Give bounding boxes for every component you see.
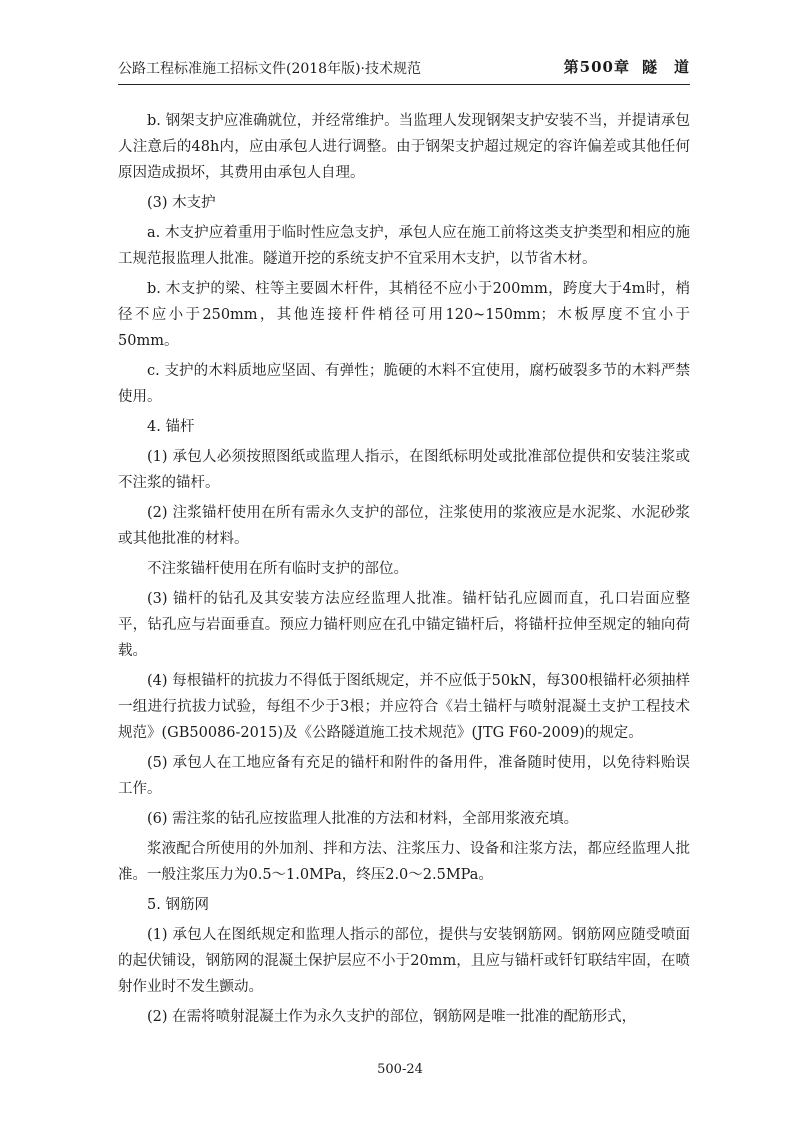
paragraph: (2) 在需将喷射混凝土作为永久支护的部位，钢筋网是唯一批准的配筋形式， [147, 1009, 637, 1025]
paragraph: (1) 承包人必须按照图纸或监理人指示，在图纸标明处或批准部位提供和安装注浆或不注浆的锚杆。 [118, 449, 690, 491]
paragraph: (2) 注浆锚杆使用在所有需永久支护的部位，注浆使用的浆液应是水泥浆、水泥砂浆或其他批准的材料。 [118, 505, 690, 547]
page-header [118, 56, 690, 85]
paragraph: b. 钢架支护应准确就位，并经常维护。当监理人发现钢架支护安装不当，并提请承包人注意后的48h内，应由承包人进行调整。由于钢架支护超过规定的容许偏差或其他任何原因造成损坏，其费用由承包人自理。 [118, 113, 690, 181]
document-title: 公路工程标准施工招标文件(2018年版)·技术规范 [118, 61, 422, 77]
section-heading: (3) 木支护 [147, 195, 216, 211]
chapter-title: 隧 道 [641, 58, 690, 76]
chapter-number: 第500章 [563, 58, 630, 76]
section-heading: 4. 锚杆 [147, 419, 195, 435]
chapter-heading [564, 56, 690, 77]
section-heading: 5. 钢筋网 [147, 897, 209, 913]
paragraph: 不注浆锚杆使用在所有临时支护的部位。 [147, 561, 408, 577]
paragraph: c. 支护的木料质地应坚固、有弹性；脆硬的木料不宜使用，腐朽破裂多节的木料严禁使用。 [118, 363, 690, 405]
body-text [118, 108, 690, 1034]
paragraph: (6) 需注浆的钻孔应按监理人批准的方法和材料，全部用浆液充填。 [147, 811, 579, 827]
paragraph: a. 木支护应着重用于临时性应急支护，承包人应在施工前将这类支护类型和相应的施工规范报监理人批准。隧道开挖的系统支护不宜采用木支护，以节省木材。 [118, 225, 690, 267]
paragraph: (5) 承包人在工地应备有充足的锚杆和附件的备用件，准备随时使用，以免待料贻误工作。 [118, 755, 690, 797]
paragraph: (1) 承包人在图纸规定和监理人指示的部位，提供与安装钢筋网。钢筋网应随受喷面的起伏铺设，钢筋网的混凝土保护层应不小于20mm，且应与锚杆或钎钉联结牢固，在喷射作业时不发生颤动。 [118, 927, 690, 995]
paragraph: 浆液配合所使用的外加剂、拌和方法、注浆压力、设备和注浆方法，都应经监理人批准。一般注浆压力为0.5～1.0MPa，终压2.0～2.5MPa。 [118, 841, 690, 883]
paragraph: (3) 锚杆的钻孔及其安装方法应经监理人批准。锚杆钻孔应圆而直，孔口岩面应整平，钻孔应与岩面垂直。预应力锚杆则应在孔中锚定锚杆后，将锚杆拉伸至规定的轴向荷载。 [118, 591, 690, 659]
paragraph: (4) 每根锚杆的抗拔力不得低于图纸规定，并不应低于50kN，每300根锚杆必须抽样一组进行抗拔力试验，每组不少于3根；并应符合《岩土锚杆与喷射混凝土支护工程技术规范》(GB50086-2015)及《公路隧道施工技术规范》(JTG F60-2009)的规定。 [118, 673, 690, 741]
paragraph: b. 木支护的梁、柱等主要圆木杆件，其梢径不应小于200mm，跨度大于4m时，梢径不应小于250mm，其他连接杆件梢径可用120~150mm；木板厚度不宜小于50mm。 [118, 281, 690, 349]
page-number: 500-24 [377, 1062, 423, 1077]
